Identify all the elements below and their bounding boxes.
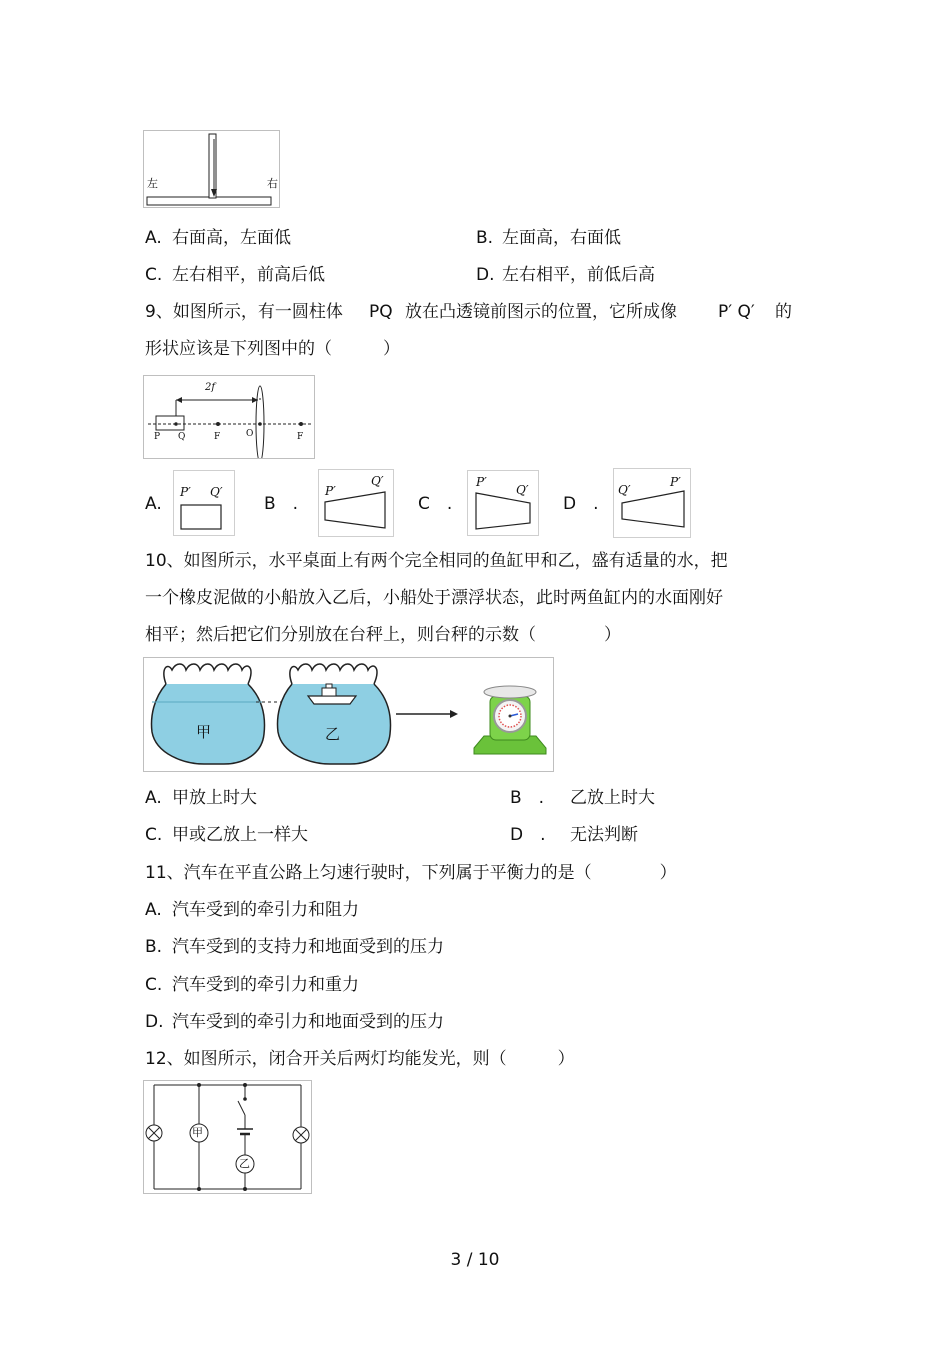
q12-circuit-figure	[143, 1080, 312, 1194]
q9-option-d-figure	[613, 468, 691, 538]
q9-stem-image: P′ Q′	[718, 302, 755, 322]
q8-figure-left-label: 左	[147, 177, 158, 190]
q11-option-d-letter: D.	[145, 1012, 164, 1032]
q8-option-a-letter: A.	[145, 228, 162, 248]
q9-figure-q-label: Q	[178, 432, 186, 442]
q9-figure-f2-label: F	[297, 432, 304, 442]
q9-option-a-letter: A.	[145, 494, 162, 514]
q9-option-c-p-label: P′	[476, 475, 487, 489]
q11-option-a-letter: A.	[145, 900, 162, 920]
q9-option-d-p-label: P′	[670, 475, 681, 489]
q8-figure	[143, 130, 280, 208]
q9-stem-pq: PQ	[369, 302, 393, 322]
q9-figure-o-label: O	[246, 429, 254, 439]
q8-option-c-text: 左右相平，前高后低	[172, 265, 325, 285]
q10-tank-jia-label: 甲	[196, 723, 212, 741]
q9-option-c-q-label: Q′	[516, 483, 529, 497]
q8-option-b-text: 左面高，右面低	[502, 228, 621, 248]
q9-stem-part3: 的	[775, 302, 792, 322]
q11-option-a-text: 汽车受到的牵引力和阻力	[172, 900, 359, 920]
q10-stem-line3: 相平；然后把它们分别放在台秤上，则台秤的示数（ ）	[145, 625, 621, 645]
q9-figure-p-label: P	[154, 432, 161, 442]
q9-stem-part1: 9、如图所示，有一圆柱体	[145, 302, 343, 322]
q12-meter-yi-label: 乙	[239, 1157, 250, 1170]
q9-stem-line2: 形状应该是下列图中的（ ）	[145, 339, 400, 359]
q9-option-b-q-label: Q′	[371, 474, 384, 488]
q12-stem: 12、如图所示，闭合开关后两灯均能发光，则（ ）	[145, 1049, 575, 1069]
q8-option-d-text: 左右相平，前低后高	[502, 265, 655, 285]
q9-option-c-letter: C .	[418, 494, 453, 514]
q9-option-c-figure	[467, 470, 539, 536]
q10-option-c-text: 甲或乙放上一样大	[172, 825, 308, 845]
q10-stem-line2: 一个橡皮泥做的小船放入乙后，小船处于漂浮状态，此时两鱼缸内的水面刚好	[145, 588, 723, 608]
q9-stem-part2: 放在凸透镜前图示的位置，它所成像	[405, 302, 677, 322]
q10-option-d-text: 无法判断	[570, 825, 638, 845]
q8-option-a-text: 右面高，左面低	[172, 228, 291, 248]
q8-option-d-letter: D.	[476, 265, 495, 285]
q9-figure-2f-label: 2f	[205, 382, 216, 393]
q12-meter-jia-label: 甲	[192, 1126, 203, 1139]
q8-figure-right-label: 右	[267, 177, 278, 190]
q11-option-c-letter: C.	[145, 975, 163, 995]
q11-option-b-text: 汽车受到的支持力和地面受到的压力	[172, 937, 444, 957]
q9-option-a-figure	[173, 470, 235, 536]
q9-option-b-figure	[318, 469, 394, 537]
q9-option-a-p-label: P′	[180, 485, 191, 499]
q9-lens-figure	[143, 375, 315, 459]
q9-option-d-letter: D .	[563, 494, 599, 514]
page-number: 3 / 10	[450, 1250, 500, 1270]
q10-option-b-text: 乙放上时大	[570, 788, 655, 808]
q10-tank-yi-label: 乙	[325, 725, 341, 743]
q11-option-c-text: 汽车受到的牵引力和重力	[172, 975, 359, 995]
q10-fish-tank-figure	[143, 657, 554, 772]
q10-option-c-letter: C.	[145, 825, 163, 845]
q8-option-c-letter: C.	[145, 265, 163, 285]
q10-stem-line1: 10、如图所示，水平桌面上有两个完全相同的鱼缸甲和乙，盛有适量的水，把	[145, 551, 728, 571]
q9-option-b-p-label: P′	[325, 484, 336, 498]
q9-figure-f1-label: F	[214, 432, 221, 442]
q10-option-a-text: 甲放上时大	[172, 788, 257, 808]
q9-option-d-q-label: Q′	[618, 483, 631, 497]
q9-option-b-letter: B .	[264, 494, 299, 514]
q10-option-a-letter: A.	[145, 788, 162, 808]
q10-option-d-letter: D .	[510, 825, 546, 845]
q11-stem: 11、汽车在平直公路上匀速行驶时，下列属于平衡力的是（ ）	[145, 863, 677, 883]
q11-option-d-text: 汽车受到的牵引力和地面受到的压力	[172, 1012, 444, 1032]
q9-option-a-q-label: Q′	[210, 485, 223, 499]
q10-option-b-letter: B .	[510, 788, 545, 808]
q11-option-b-letter: B.	[145, 937, 163, 957]
q8-option-b-letter: B.	[476, 228, 494, 248]
